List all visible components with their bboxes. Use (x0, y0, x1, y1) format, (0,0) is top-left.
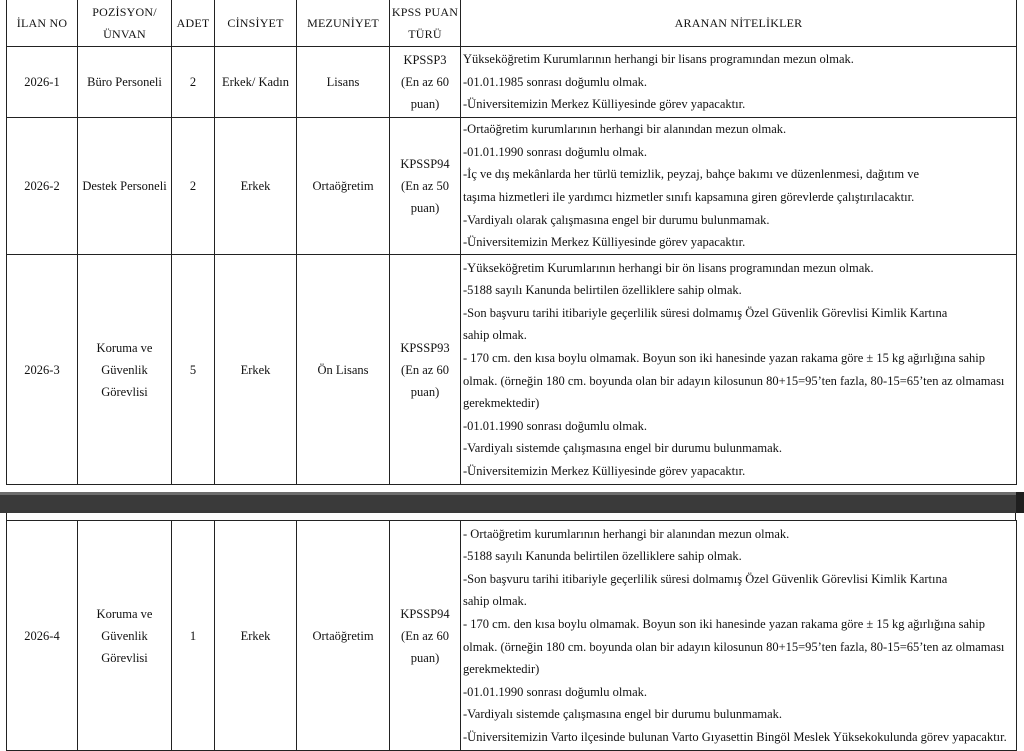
requirement-line: olmak. (örneğin 180 cm. boyunda olan bir adayın kilosunun 80+15=95’ten fazla, 80-15=65’ten az olmaması (463, 639, 1005, 654)
requirement-line: - 170 cm. den kısa boylu olmamak. Boyun son iki hanesinde yazan rakama göre ± 15 kg ağırlığına sahip (463, 350, 986, 365)
cell-kpss (390, 521, 461, 751)
header-pozisyon (78, 0, 172, 47)
requirement-line: - 170 cm. den kısa boylu olmamak. Boyun son iki hanesinde yazan rakama göre ± 15 kg ağırlığına sahip (463, 616, 986, 631)
cell-pozisyon (78, 521, 172, 751)
document-page-bottom (0, 513, 1024, 751)
requirement-line: gerekmektedir) (463, 662, 540, 677)
cell-mezuniyet: Ön Lisans (297, 255, 390, 485)
cell-ilan-no: 2026-2 (7, 118, 78, 255)
cell-ilan-no: 2026-1 (7, 47, 78, 118)
header-nitelikler: ARANAN NİTELİKLER (461, 0, 1017, 47)
header-pozisyon-line2: ÜNVAN (103, 26, 146, 41)
header-kpss-line2: TÜRÜ (408, 26, 442, 41)
kpss-line: KPSSP94 (400, 157, 450, 171)
cell-nitelikler (461, 255, 1017, 485)
header-adet: ADET (172, 0, 215, 47)
cell-cinsiyet: Erkek/ Kadın (215, 47, 297, 118)
cell-kpss (390, 255, 461, 485)
kpss-line: (En az 50 (401, 179, 449, 193)
pozisyon-line: Koruma ve (96, 606, 153, 621)
cell-mezuniyet: Ortaöğretim (297, 521, 390, 751)
cell-pozisyon (78, 47, 172, 118)
requirement-line: -5188 sayılı Kanunda belirtilen özelliklere sahip olmak. (463, 549, 742, 564)
cell-ilan-no: 2026-3 (7, 255, 78, 485)
kpss-line: KPSSP3 (403, 53, 447, 67)
pozisyon-line: Güvenlik (101, 362, 148, 377)
kpss-line: (En az 60 (401, 75, 449, 89)
table-row (7, 255, 1017, 485)
requirement-line: -01.01.1985 sonrası doğumlu olmak. (463, 74, 648, 89)
requirement-line: -Vardiyalı olarak çalışmasına engel bir durumu bulunmamak. (463, 212, 770, 227)
pozisyon-line: Görevlisi (101, 384, 148, 399)
cell-nitelikler (461, 47, 1017, 118)
table-row (7, 521, 1017, 751)
cell-adet: 1 (172, 521, 215, 751)
requirement-line: gerekmektedir) (463, 396, 540, 411)
requirement-line: - Ortaöğretim kurumlarının herhangi bir alanından mezun olmak. (463, 526, 790, 541)
kpss-line: puan) (410, 650, 440, 665)
requirement-line: -01.01.1990 sonrası doğumlu olmak. (463, 684, 648, 699)
cell-adet: 5 (172, 255, 215, 485)
requirement-line: Yükseköğretim Kurumlarının herhangi bir lisans programından mezun olmak. (463, 52, 854, 67)
job-listings-table-continued (6, 520, 1017, 751)
header-cinsiyet: CİNSİYET (215, 0, 297, 47)
requirement-line: -Üniversitemizin Merkez Külliyesinde görev yapacaktır. (463, 97, 746, 112)
kpss-line: puan) (410, 201, 440, 215)
cell-adet: 2 (172, 118, 215, 255)
requirement-line: -Son başvuru tarihi itibariyle geçerlilik süresi dolmamış Özel Güvenlik Görevlisi Kimlik Kartına (463, 305, 948, 320)
requirement-line: -Üniversitemizin Varto ilçesinde bulunan Varto Gıyasettin Bingöl Meslek Yüksekokulunda görev yapacaktır. (463, 729, 1007, 744)
requirement-line: -Yükseköğretim Kurumlarının herhangi bir ön lisans programından mezun olmak. (463, 260, 874, 275)
kpss-line: puan) (410, 97, 440, 111)
cell-mezuniyet: Ortaöğretim (297, 118, 390, 255)
pozisyon-line: Koruma ve (96, 340, 153, 355)
table-row (7, 47, 1017, 118)
pozisyon-line: Görevlisi (101, 650, 148, 665)
requirement-line: -Üniversitemizin Merkez Külliyesinde görev yapacaktır. (463, 235, 746, 250)
requirement-line: taşıma hizmetleri ile yardımcı hizmetler sınıfı kapsamına giren görevlerde çalıştırılacaktır. (463, 190, 915, 204)
requirement-line: -01.01.1990 sonrası doğumlu olmak. (463, 418, 648, 433)
requirement-line: -Vardiyalı sistemde çalışmasına engel bir durumu bulunmamak. (463, 707, 783, 722)
kpss-line: (En az 60 (401, 628, 449, 643)
table-row (7, 118, 1017, 255)
header-ilan-no: İLAN NO (7, 0, 78, 47)
requirement-line: -01.01.1990 sonrası doğumlu olmak. (463, 144, 648, 159)
page-break-gap (0, 492, 1024, 513)
header-pozisyon-line1: POZİSYON/ (92, 4, 157, 19)
pozisyon-line: Büro Personeli (87, 75, 162, 89)
requirement-line: -Üniversitemizin Merkez Külliyesinde görev yapacaktır. (463, 463, 746, 478)
kpss-line: (En az 60 (401, 362, 449, 377)
cell-cinsiyet: Erkek (215, 118, 297, 255)
kpss-line: puan) (410, 384, 440, 399)
requirement-line: -5188 sayılı Kanunda belirtilen özelliklere sahip olmak. (463, 283, 742, 298)
table-header-row (7, 0, 1017, 47)
requirement-line: sahip olmak. (463, 328, 527, 343)
cell-kpss (390, 118, 461, 255)
scrollbar-track[interactable] (1016, 492, 1024, 513)
cell-adet: 2 (172, 47, 215, 118)
cell-pozisyon (78, 118, 172, 255)
header-kpss-line1: KPSS PUAN (391, 4, 459, 19)
cell-kpss (390, 47, 461, 118)
cell-cinsiyet: Erkek (215, 521, 297, 751)
cell-nitelikler (461, 118, 1017, 255)
cell-cinsiyet: Erkek (215, 255, 297, 485)
job-listings-table (6, 0, 1017, 485)
cell-mezuniyet: Lisans (297, 47, 390, 118)
pozisyon-line: Güvenlik (101, 628, 148, 643)
cell-nitelikler (461, 521, 1017, 751)
kpss-line: KPSSP94 (400, 606, 450, 621)
page-shadow (0, 492, 1024, 495)
requirement-line: sahip olmak. (463, 594, 527, 609)
cell-ilan-no: 2026-4 (7, 521, 78, 751)
pozisyon-line: Destek Personeli (82, 179, 167, 193)
cell-pozisyon (78, 255, 172, 485)
table-top-border (6, 513, 1016, 520)
requirement-line: olmak. (örneğin 180 cm. boyunda olan bir adayın kilosunun 80+15=95’ten fazla, 80-15=65’ten az olmaması (463, 373, 1005, 388)
header-kpss (390, 0, 461, 47)
header-mezuniyet: MEZUNİYET (297, 0, 390, 47)
requirement-line: -İç ve dış mekânlarda her türlü temizlik, peyzaj, bahçe bakımı ve düzenlenmesi, dağıtım ve (463, 167, 920, 182)
requirement-line: -Son başvuru tarihi itibariyle geçerlilik süresi dolmamış Özel Güvenlik Görevlisi Kimlik Kartına (463, 571, 948, 586)
requirement-line: -Vardiyalı sistemde çalışmasına engel bir durumu bulunmamak. (463, 441, 783, 456)
requirement-line: -Ortaöğretim kurumlarının herhangi bir alanından mezun olmak. (463, 122, 787, 137)
kpss-line: KPSSP93 (400, 340, 450, 355)
